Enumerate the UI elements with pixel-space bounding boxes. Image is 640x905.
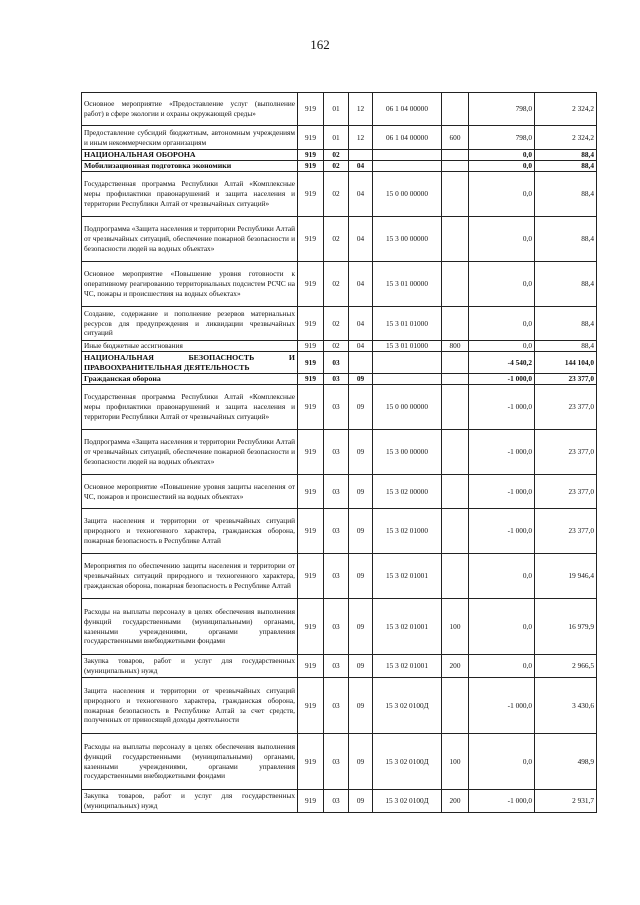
row-section-code: 02	[324, 341, 349, 352]
table-row	[82, 161, 597, 172]
row-name: НАЦИОНАЛЬНАЯ ОБОРОНА	[82, 150, 298, 161]
row-name: Иные бюджетные ассигнования	[82, 341, 298, 352]
row-section-code: 03	[324, 599, 349, 655]
row-change-amount: 798,0	[469, 126, 535, 150]
row-total-amount: 2 324,2	[535, 93, 597, 126]
row-total-amount: 88,4	[535, 262, 597, 307]
table-row	[82, 172, 597, 217]
row-change-amount: 0,0	[469, 655, 535, 678]
row-name: Основное мероприятие «Предоставление услуг (выполнение работ) в сфере экологии и охраны окружающей среды»	[82, 93, 298, 126]
row-total-amount: 88,4	[535, 341, 597, 352]
row-total-amount: 23 377,0	[535, 430, 597, 475]
row-grbs-code: 919	[298, 430, 324, 475]
row-target-article-code: 15 3 02 00000	[373, 475, 442, 509]
row-subsection-code	[349, 352, 373, 374]
row-subsection-code: 04	[349, 341, 373, 352]
row-expense-type-code: 800	[442, 341, 469, 352]
row-expense-type-code	[442, 385, 469, 430]
budget-table-body	[82, 93, 597, 813]
row-expense-type-code	[442, 430, 469, 475]
row-subsection-code: 09	[349, 385, 373, 430]
row-grbs-code: 919	[298, 599, 324, 655]
row-grbs-code: 919	[298, 352, 324, 374]
row-section-code: 03	[324, 509, 349, 554]
row-total-amount: 88,4	[535, 172, 597, 217]
row-total-amount: 88,4	[535, 150, 597, 161]
row-name: Подпрограмма «Защита населения и территории Республики Алтай от чрезвычайных ситуаций, обеспечение пожарной безопасности и безопасности людей на водных объектах»	[82, 217, 298, 262]
table-row	[82, 374, 597, 385]
row-expense-type-code	[442, 93, 469, 126]
row-section-code: 03	[324, 374, 349, 385]
table-row	[82, 475, 597, 509]
row-target-article-code: 15 3 02 0100Д	[373, 678, 442, 734]
row-subsection-code: 09	[349, 509, 373, 554]
row-name: Государственная программа Республики Алтай «Комплексные меры профилактики правонарушений и защита населения и территории Республики Алтай от чрезвычайных ситуаций»	[82, 385, 298, 430]
row-grbs-code: 919	[298, 790, 324, 813]
row-target-article-code: 15 3 00 00000	[373, 430, 442, 475]
row-name: Создание, содержание и пополнение резервов материальных ресурсов для предупреждения и ликвидации чрезвычайных ситуаций	[82, 307, 298, 341]
row-expense-type-code	[442, 554, 469, 599]
table-row	[82, 352, 597, 374]
row-subsection-code: 09	[349, 475, 373, 509]
row-grbs-code: 919	[298, 307, 324, 341]
row-total-amount: 144 104,0	[535, 352, 597, 374]
row-section-code: 03	[324, 352, 349, 374]
row-name: Закупка товаров, работ и услуг для государственных (муниципальных) нужд	[82, 790, 298, 813]
row-target-article-code	[373, 352, 442, 374]
row-subsection-code: 09	[349, 734, 373, 790]
row-subsection-code: 09	[349, 655, 373, 678]
row-subsection-code: 04	[349, 217, 373, 262]
row-name: Мобилизационная подготовка экономики	[82, 161, 298, 172]
row-grbs-code: 919	[298, 161, 324, 172]
row-total-amount: 3 430,6	[535, 678, 597, 734]
row-target-article-code: 15 3 02 01000	[373, 509, 442, 554]
row-change-amount: 0,0	[469, 307, 535, 341]
row-change-amount: 0,0	[469, 217, 535, 262]
row-change-amount: -4 540,2	[469, 352, 535, 374]
row-total-amount: 2 931,7	[535, 790, 597, 813]
row-change-amount: 0,0	[469, 262, 535, 307]
row-expense-type-code: 200	[442, 655, 469, 678]
row-total-amount: 88,4	[535, 161, 597, 172]
row-grbs-code: 919	[298, 475, 324, 509]
row-expense-type-code	[442, 475, 469, 509]
row-subsection-code: 09	[349, 430, 373, 475]
row-name: Государственная программа Республики Алтай «Комплексные меры профилактики правонарушений и защита населения и территории Республики Алтай от чрезвычайных ситуаций»	[82, 172, 298, 217]
row-target-article-code: 15 3 01 01000	[373, 341, 442, 352]
row-name: Гражданская оборона	[82, 374, 298, 385]
row-grbs-code: 919	[298, 509, 324, 554]
row-subsection-code: 09	[349, 678, 373, 734]
row-change-amount: -1 000,0	[469, 678, 535, 734]
row-subsection-code: 04	[349, 161, 373, 172]
table-row	[82, 93, 597, 126]
row-section-code: 03	[324, 790, 349, 813]
row-subsection-code: 12	[349, 126, 373, 150]
row-expense-type-code	[442, 374, 469, 385]
row-section-code: 01	[324, 126, 349, 150]
row-target-article-code: 15 0 00 00000	[373, 385, 442, 430]
row-subsection-code: 09	[349, 790, 373, 813]
table-row	[82, 678, 597, 734]
table-row	[82, 385, 597, 430]
row-grbs-code: 919	[298, 385, 324, 430]
row-change-amount: -1 000,0	[469, 509, 535, 554]
row-change-amount: 0,0	[469, 599, 535, 655]
row-change-amount: 0,0	[469, 161, 535, 172]
row-expense-type-code	[442, 509, 469, 554]
row-change-amount: 0,0	[469, 341, 535, 352]
row-target-article-code: 15 3 01 01000	[373, 307, 442, 341]
row-expense-type-code	[442, 161, 469, 172]
table-row	[82, 599, 597, 655]
row-name: Защита населения и территории от чрезвычайных ситуаций природного и техногенного характера, гражданская оборона, пожарная безопасность в Республике Алтай за счет средств, полученных от приносящей доходы деятельности	[82, 678, 298, 734]
row-subsection-code: 04	[349, 262, 373, 307]
row-grbs-code: 919	[298, 374, 324, 385]
row-name: НАЦИОНАЛЬНАЯ БЕЗОПАСНОСТЬ И ПРАВООХРАНИТЕЛЬНАЯ ДЕЯТЕЛЬНОСТЬ	[82, 352, 298, 374]
row-expense-type-code: 100	[442, 599, 469, 655]
row-section-code: 02	[324, 161, 349, 172]
row-grbs-code: 919	[298, 341, 324, 352]
row-section-code: 01	[324, 93, 349, 126]
row-name: Защита населения и территории от чрезвычайных ситуаций природного и техногенного характера, гражданская оборона, пожарная безопасность в Республике Алтай	[82, 509, 298, 554]
row-total-amount: 88,4	[535, 217, 597, 262]
row-change-amount: 798,0	[469, 93, 535, 126]
table-row	[82, 655, 597, 678]
table-row	[82, 734, 597, 790]
row-total-amount: 23 377,0	[535, 385, 597, 430]
row-target-article-code	[373, 161, 442, 172]
row-section-code: 03	[324, 385, 349, 430]
row-target-article-code: 06 1 04 00000	[373, 93, 442, 126]
page-number: 162	[310, 37, 330, 52]
row-grbs-code: 919	[298, 655, 324, 678]
table-row	[82, 217, 597, 262]
row-grbs-code: 919	[298, 734, 324, 790]
row-total-amount: 2 966,5	[535, 655, 597, 678]
row-grbs-code: 919	[298, 678, 324, 734]
row-section-code: 03	[324, 475, 349, 509]
row-grbs-code: 919	[298, 93, 324, 126]
row-target-article-code	[373, 374, 442, 385]
row-name: Основное мероприятие «Повышение уровня готовности к оперативному реагированию территориальных подсистем РСЧС на ЧС, пожары и происшествия на водных объектах»	[82, 262, 298, 307]
row-section-code: 02	[324, 262, 349, 307]
row-section-code: 03	[324, 430, 349, 475]
row-grbs-code: 919	[298, 172, 324, 217]
row-name: Расходы на выплаты персоналу в целях обеспечения выполнения функций государственными (муниципальными) органами, казенными учреждениями, органами управления государственными внебюджетными фондами	[82, 734, 298, 790]
row-subsection-code: 09	[349, 374, 373, 385]
row-section-code: 03	[324, 734, 349, 790]
row-total-amount: 16 979,9	[535, 599, 597, 655]
row-expense-type-code: 100	[442, 734, 469, 790]
row-change-amount: -1 000,0	[469, 430, 535, 475]
row-subsection-code: 09	[349, 599, 373, 655]
row-target-article-code: 15 3 00 00000	[373, 217, 442, 262]
row-total-amount: 498,9	[535, 734, 597, 790]
row-grbs-code: 919	[298, 262, 324, 307]
row-total-amount: 23 377,0	[535, 475, 597, 509]
row-total-amount: 23 377,0	[535, 374, 597, 385]
table-row	[82, 341, 597, 352]
row-expense-type-code	[442, 217, 469, 262]
row-name: Подпрограмма «Защита населения и территории Республики Алтай от чрезвычайных ситуаций, обеспечение пожарной безопасности и безопасности людей на водных объектах»	[82, 430, 298, 475]
row-expense-type-code	[442, 678, 469, 734]
row-expense-type-code	[442, 307, 469, 341]
row-name: Расходы на выплаты персоналу в целях обеспечения выполнения функций государственными (муниципальными) органами, казенными учреждениями, органами управления государственными внебюджетными фондами	[82, 599, 298, 655]
table-row	[82, 430, 597, 475]
row-grbs-code: 919	[298, 217, 324, 262]
row-name: Предоставление субсидий бюджетным, автономным учреждениям и иным некоммерческим организациям	[82, 126, 298, 150]
row-name: Мероприятия по обеспечению защиты населения и территории от чрезвычайных ситуаций природного и техногенного характера, гражданская оборона, пожарная безопасность в Республике Алтай	[82, 554, 298, 599]
row-target-article-code: 15 3 02 0100Д	[373, 790, 442, 813]
row-section-code: 03	[324, 554, 349, 599]
row-change-amount: -1 000,0	[469, 374, 535, 385]
row-grbs-code: 919	[298, 126, 324, 150]
row-total-amount: 88,4	[535, 307, 597, 341]
row-total-amount: 2 324,2	[535, 126, 597, 150]
row-change-amount: 0,0	[469, 734, 535, 790]
row-section-code: 02	[324, 172, 349, 217]
row-section-code: 02	[324, 217, 349, 262]
row-section-code: 03	[324, 678, 349, 734]
row-change-amount: 0,0	[469, 554, 535, 599]
table-row	[82, 150, 597, 161]
row-subsection-code: 04	[349, 307, 373, 341]
row-target-article-code: 06 1 04 00000	[373, 126, 442, 150]
row-target-article-code	[373, 150, 442, 161]
row-expense-type-code	[442, 172, 469, 217]
budget-table	[81, 92, 597, 813]
table-row	[82, 262, 597, 307]
table-row	[82, 509, 597, 554]
row-target-article-code: 15 3 02 01001	[373, 599, 442, 655]
row-target-article-code: 15 3 01 00000	[373, 262, 442, 307]
row-change-amount: -1 000,0	[469, 385, 535, 430]
row-target-article-code: 15 3 02 01001	[373, 554, 442, 599]
row-target-article-code: 15 3 02 01001	[373, 655, 442, 678]
row-subsection-code: 04	[349, 172, 373, 217]
row-expense-type-code: 200	[442, 790, 469, 813]
row-section-code: 03	[324, 655, 349, 678]
table-row	[82, 307, 597, 341]
row-subsection-code: 09	[349, 554, 373, 599]
row-section-code: 02	[324, 307, 349, 341]
row-expense-type-code	[442, 150, 469, 161]
row-subsection-code: 12	[349, 93, 373, 126]
row-section-code: 02	[324, 150, 349, 161]
row-grbs-code: 919	[298, 554, 324, 599]
row-expense-type-code	[442, 262, 469, 307]
row-total-amount: 19 946,4	[535, 554, 597, 599]
row-name: Закупка товаров, работ и услуг для государственных (муниципальных) нужд	[82, 655, 298, 678]
row-target-article-code: 15 0 00 00000	[373, 172, 442, 217]
row-change-amount: 0,0	[469, 150, 535, 161]
row-change-amount: -1 000,0	[469, 475, 535, 509]
row-change-amount: 0,0	[469, 172, 535, 217]
row-name: Основное мероприятие «Повышение уровня защиты населения от ЧС, пожаров и происшествий на водных объектах»	[82, 475, 298, 509]
table-row	[82, 790, 597, 813]
row-expense-type-code: 600	[442, 126, 469, 150]
row-change-amount: -1 000,0	[469, 790, 535, 813]
row-total-amount: 23 377,0	[535, 509, 597, 554]
row-expense-type-code	[442, 352, 469, 374]
row-grbs-code: 919	[298, 150, 324, 161]
row-subsection-code	[349, 150, 373, 161]
row-target-article-code: 15 3 02 0100Д	[373, 734, 442, 790]
table-row	[82, 126, 597, 150]
table-row	[82, 554, 597, 599]
